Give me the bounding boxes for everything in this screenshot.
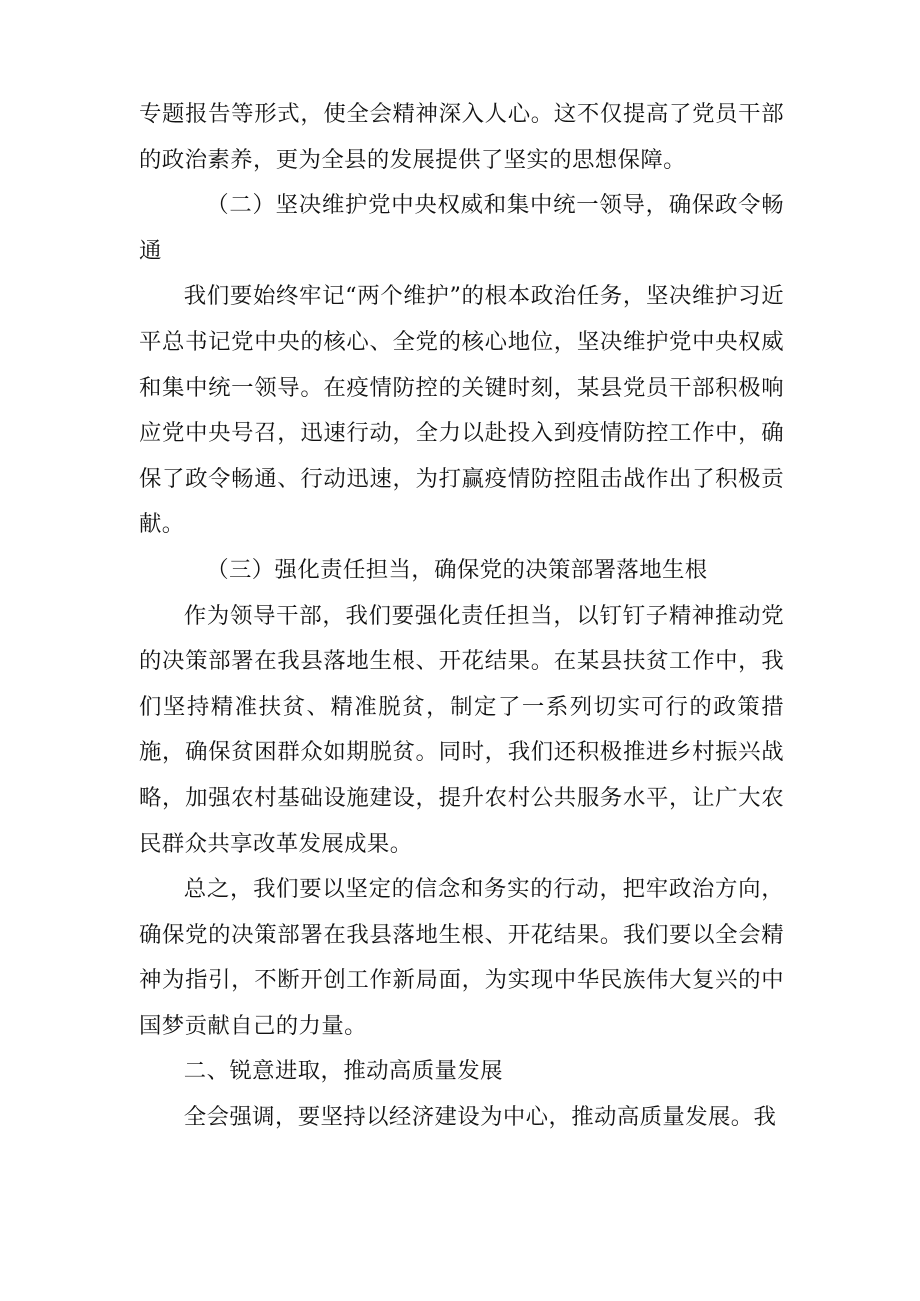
paragraph: 全会强调，要坚持以经济建设为中心，推动高质量发展。我: [183, 1104, 777, 1131]
paragraph: 我们要始终牢记“两个维护”的根本政治任务，坚决维护习近平总书记党中央的核心、全党的核心地位，坚决维护党中央权威和集中统一领导。在疫情防控的关键时刻，某县党员干部积极响应党中央号召，迅速行动，全力以赴投入到疫情防控工作中，确保了政令畅通、行动迅速，为打赢疫情防控阻击战作出了积极贡献。: [139, 283, 784, 538]
paragraph: 作为领导干部，我们要强化责任担当，以钉钉子精神推动党的决策部署在我县落地生根、开花结果。在某县扶贫工作中，我们坚持精准扶贫、精准脱贫，制定了一系列切实可行的政策措施，确保贫困群众如期脱贫。同时，我们还积极推进乡村振兴战略，加强农村基础设施建设，提升农村公共服务水平，让广大农民群众共享改革发展成果。: [139, 602, 784, 857]
section-heading-3: （三）强化责任担当，确保党的决策部署落地生根: [206, 556, 708, 583]
chapter-heading: 二、锐意进取，推动高质量发展: [183, 1058, 503, 1085]
document-body: [139, 92, 784, 1141]
section-heading-2: （二）坚决维护党中央权威和集中统一领导，确保政令畅通: [139, 192, 784, 264]
paragraph: 总之，我们要以坚定的信念和务实的行动，把牢政治方向，确保党的决策部署在我县落地生根、开花结果。我们要以全会精神为指引，不断开创工作新局面，为实现中华民族伟大复兴的中国梦贡献自己的力量。: [139, 876, 784, 1039]
paragraph-continued: 专题报告等形式，使全会精神深入人心。这不仅提高了党员干部的政治素养，更为全县的发展提供了坚实的思想保障。: [139, 101, 784, 173]
